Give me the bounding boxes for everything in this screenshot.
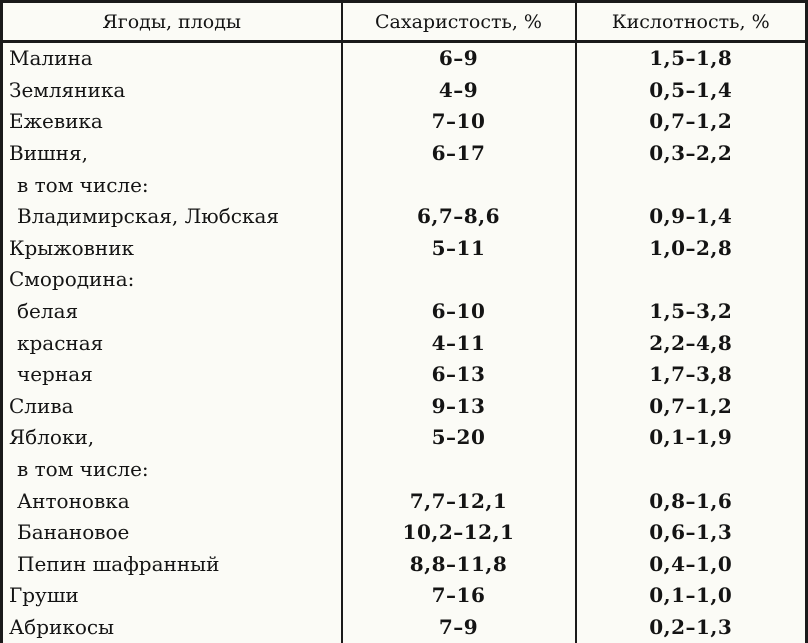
cell-sugar [342, 169, 576, 201]
cell-sugar: 8,8–11,8 [342, 549, 576, 581]
table-header-row [2, 2, 807, 42]
cell-sugar: 4–9 [342, 75, 576, 107]
cell-sugar: 7–16 [342, 580, 576, 612]
cell-fruit-name: Крыжовник [2, 233, 342, 265]
cell-fruit-name: Вишня, [2, 138, 342, 170]
cell-sugar: 9–13 [342, 391, 576, 423]
cell-sugar: 6,7–8,6 [342, 201, 576, 233]
cell-acidity: 1,7–3,8 [576, 359, 807, 391]
cell-fruit-name: Антоновка [2, 485, 342, 517]
cell-fruit-name: Яблоки, [2, 422, 342, 454]
cell-sugar: 7–10 [342, 106, 576, 138]
cell-fruit-name: Абрикосы [2, 612, 342, 643]
column-header-berries: Ягоды, плоды [2, 2, 342, 42]
cell-fruit-name: Слива [2, 391, 342, 423]
table-row [2, 549, 807, 581]
cell-acidity: 0,5–1,4 [576, 75, 807, 107]
table-row [2, 75, 807, 107]
cell-acidity: 0,7–1,2 [576, 106, 807, 138]
cell-acidity: 0,1–1,0 [576, 580, 807, 612]
cell-acidity [576, 454, 807, 486]
cell-sugar: 6–10 [342, 296, 576, 328]
cell-sugar: 7,7–12,1 [342, 485, 576, 517]
cell-fruit-name: Владимирская, Любская [2, 201, 342, 233]
table-row [2, 233, 807, 265]
table-row [2, 42, 807, 75]
table-row [2, 327, 807, 359]
cell-fruit-name: белая [2, 296, 342, 328]
cell-fruit-name: в том числе: [2, 169, 342, 201]
cell-acidity: 0,4–1,0 [576, 549, 807, 581]
cell-fruit-name: в том числе: [2, 454, 342, 486]
table-row [2, 517, 807, 549]
table-row [2, 201, 807, 233]
cell-acidity: 0,8–1,6 [576, 485, 807, 517]
table-row [2, 612, 807, 643]
cell-acidity [576, 169, 807, 201]
table-row [2, 391, 807, 423]
cell-sugar: 5–20 [342, 422, 576, 454]
cell-fruit-name: Банановое [2, 517, 342, 549]
table-row [2, 264, 807, 296]
cell-sugar: 7–9 [342, 612, 576, 643]
cell-acidity: 2,2–4,8 [576, 327, 807, 359]
cell-sugar: 10,2–12,1 [342, 517, 576, 549]
cell-acidity: 1,0–2,8 [576, 233, 807, 265]
cell-fruit-name: Ежевика [2, 106, 342, 138]
cell-fruit-name: Груши [2, 580, 342, 612]
cell-acidity: 1,5–3,2 [576, 296, 807, 328]
cell-sugar: 6–9 [342, 42, 576, 75]
cell-acidity: 1,5–1,8 [576, 42, 807, 75]
cell-acidity: 0,3–2,2 [576, 138, 807, 170]
cell-fruit-name: Смородина: [2, 264, 342, 296]
table-row [2, 454, 807, 486]
cell-acidity: 0,7–1,2 [576, 391, 807, 423]
cell-acidity: 0,2–1,3 [576, 612, 807, 643]
cell-fruit-name: Малина [2, 42, 342, 75]
table-row [2, 296, 807, 328]
cell-acidity: 0,1–1,9 [576, 422, 807, 454]
cell-fruit-name: красная [2, 327, 342, 359]
cell-acidity: 0,6–1,3 [576, 517, 807, 549]
column-header-sugar: Сахаристость, % [342, 2, 576, 42]
table-row [2, 138, 807, 170]
cell-acidity [576, 264, 807, 296]
table-row [2, 106, 807, 138]
table-row [2, 485, 807, 517]
cell-sugar: 6–13 [342, 359, 576, 391]
cell-fruit-name: Земляника [2, 75, 342, 107]
cell-fruit-name: черная [2, 359, 342, 391]
cell-sugar: 6–17 [342, 138, 576, 170]
cell-fruit-name: Пепин шафранный [2, 549, 342, 581]
cell-sugar [342, 454, 576, 486]
cell-sugar [342, 264, 576, 296]
table-row [2, 422, 807, 454]
cell-sugar: 5–11 [342, 233, 576, 265]
column-header-acidity: Кислотность, % [576, 2, 807, 42]
table-row [2, 169, 807, 201]
table-row [2, 580, 807, 612]
table-row [2, 359, 807, 391]
cell-sugar: 4–11 [342, 327, 576, 359]
cell-acidity: 0,9–1,4 [576, 201, 807, 233]
